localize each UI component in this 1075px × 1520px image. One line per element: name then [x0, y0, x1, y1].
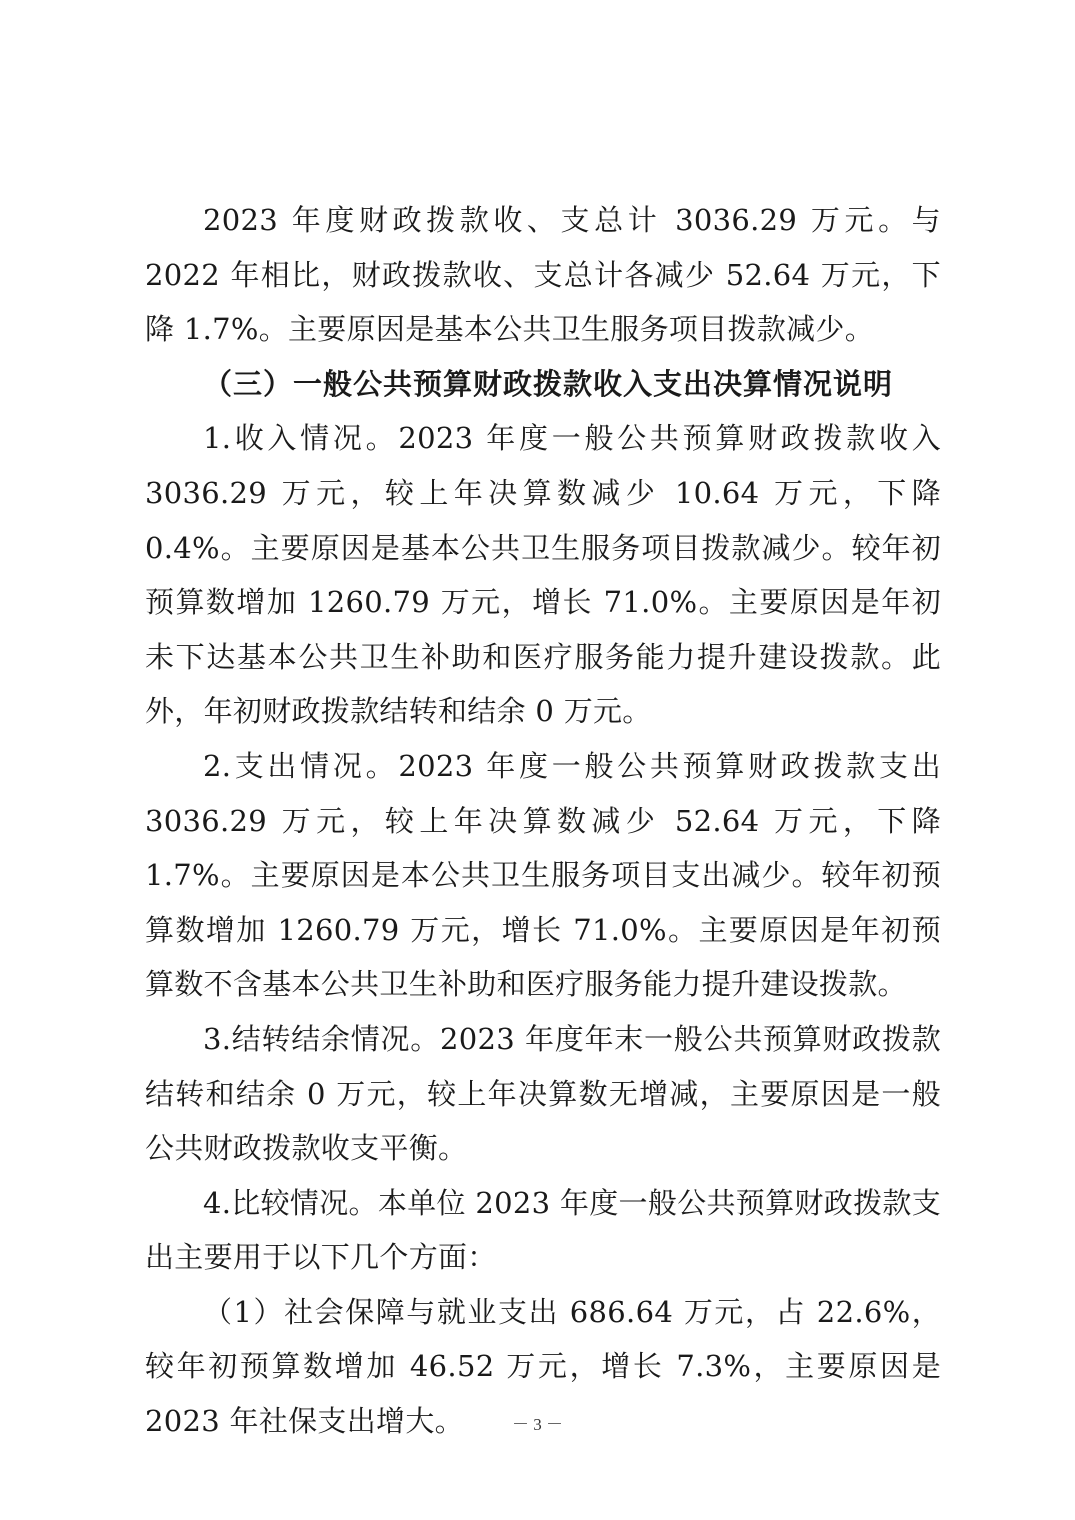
- document-body: [145, 193, 941, 1449]
- section-heading-general-budget: （三）一般公共预算财政拨款收入支出决算情况说明: [203, 366, 894, 401]
- paragraph-comparison: 4.比较情况。本单位 2023 年度一般公共预算财政拨款支出主要用于以下几个方面：: [145, 1185, 941, 1275]
- paragraph-social-security: （1）社会保障与就业支出 686.64 万元，占 22.6%，较年初预算数增加 46.52 万元，增长 7.3%，主要原因是 2023 年社保支出增大。: [145, 1294, 941, 1439]
- page-number: － 3 －: [512, 1415, 563, 1434]
- paragraph-income: 1.收入情况。2023 年度一般公共预算财政拨款收入 3036.29 万元，较上年决算数减少 10.64 万元，下降 0.4%。主要原因是基本公共卫生服务项目拨款减少。较年初预算数增加 1260.79 万元，增长 71.0%。主要原因是年初未下达基本公共卫生补助和医疗服务能力提升建设拨款。此外，年初财政拨款结转和结余 0 万元。: [145, 421, 941, 729]
- paragraph-expenditure: 2.支出情况。2023 年度一般公共预算财政拨款支出 3036.29 万元，较上年决算数减少 52.64 万元，下降 1.7%。主要原因是本公共卫生服务项目支出减少。较年初预算数增加 1260.79 万元，增长 71.0%。主要原因是年初预算数不含基本公共卫生补助和医疗服务能力提升建设拨款。: [145, 748, 941, 1002]
- paragraph-fiscal-total: 2023 年度财政拨款收、支总计 3036.29 万元。与 2022 年相比，财政拨款收、支总计各减少 52.64 万元，下降 1.7%。主要原因是基本公共卫生服务项目拨款减少。: [145, 203, 941, 347]
- paragraph-carryover: 3.结转结余情况。2023 年度年末一般公共预算财政拨款结转和结余 0 万元，较上年决算数无增减，主要原因是一般公共财政拨款收支平衡。: [145, 1021, 941, 1166]
